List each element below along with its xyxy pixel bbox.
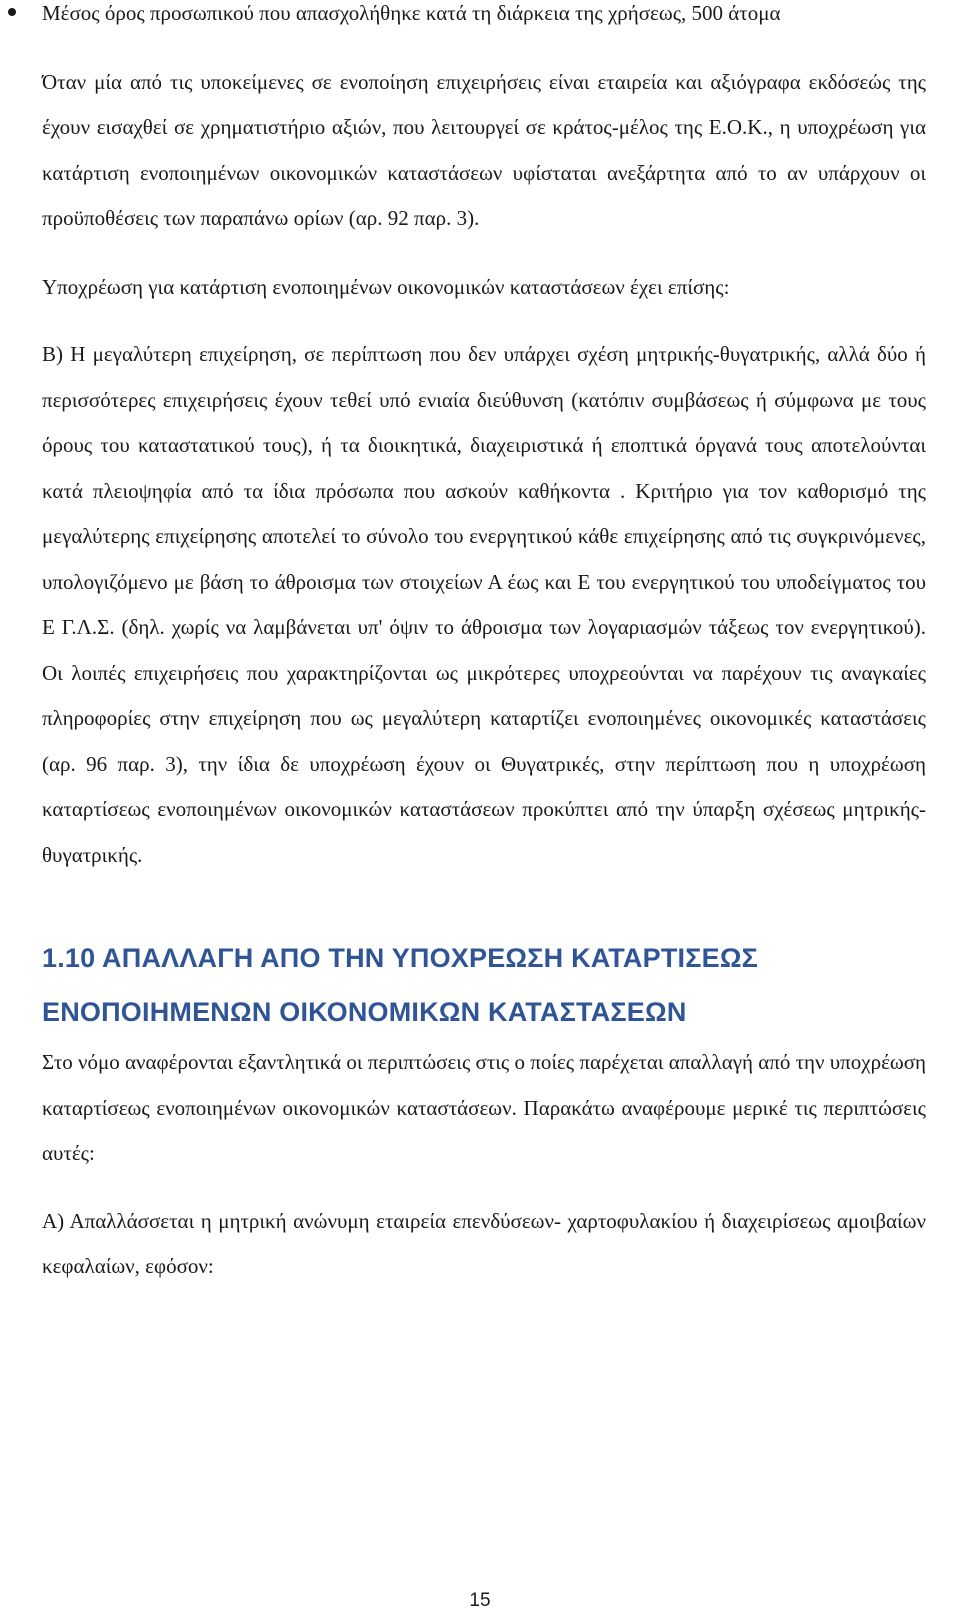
section-heading: 1.10 ΑΠΑΛΛΑΓΗ ΑΠΟ ΤΗΝ ΥΠΟΧΡΕΩΣΗ ΚΑΤΑΡΤΙΣΕΩΣ ΕΝΟΠΟΙΗΜΕΝΩΝ ΟΙΚΟΝΟΜΙΚΩΝ ΚΑΤΑΣΤΑΣΕΩΝ bbox=[42, 943, 759, 1027]
page-number: 15 bbox=[469, 1590, 491, 1611]
paragraph-case-a: Α) Απαλλάσσεται η μητρική ανώνυμη εταιρεία επενδύσεων- χαρτοφυλακίου ή διαχειρίσεως αμοιβαίων κεφαλαίων, εφόσον: bbox=[42, 1208, 926, 1278]
paragraph-case-b: Β) Η μεγαλύτερη επιχείρηση, σε περίπτωση που δεν υπάρχει σχέση μητρικής-θυγατρικής, αλλά δύο ή περισσότερες επιχειρήσεις έχουν τεθεί υπό ενιαία διεύθυνση (κατόπιν συμβάσεως ή σύμφωνα με τους όρους του καταστατικού τους), ή τα διοικητικά, διαχειριστικά ή εποπτικά όργανά τους αποτελούνται κατά πλειοψηφία από τα ίδια πρόσωπα που ασκούν καθήκοντα . Κριτήριο για τον καθορισμό της μεγαλύτερης επιχείρησης αποτελεί το σύνολο του ενεργητικού κάθε επιχείρησης από τις συγκρινόμενες, υπολογιζόμενο με βάση το άθροισμα των στοιχείων Α έως και Ε του ενεργητικού του υποδείγματος του Ε Γ.Λ.Σ. (δηλ. χωρίς να λαμβάνεται υπ' όψιν το άθροισμα των λογαριασμών τάξεως τον ενεργητικού). Οι λοιπές επιχειρήσεις που χαρακτηρίζονται ως μικρότερες υποχρεούνται να παρέχουν τις αναγκαίες πληροφορίες στην επιχείρηση που ως μεγαλύτερη καταρτίζει ενοποιημένες οικονομικές καταστάσεις (αρ. 96 παρ. 3), την ίδια δε υποχρέωση έχουν οι Θυγατρικές, στην περίπτωση που η υποχρέωση καταρτίσεως ενοποιημένων οικονομικών καταστάσεων προκύπτει από την ύπαρξη σχέσεως μητρικής-θυγατρικής. bbox=[42, 342, 926, 867]
paragraph-obligation-intro: Υποχρέωση για κατάρτιση ενοποιημένων οικονομικών καταστάσεων έχει επίσης: bbox=[42, 274, 730, 299]
bullet-text: Μέσος όρος προσωπικού που απασχολήθηκε κατά τη διάρκεια της χρήσεως, 500 άτομα bbox=[42, 1, 781, 25]
bullet-icon bbox=[8, 8, 16, 16]
paragraph-exemptions-intro: Στο νόμο αναφέρονται εξαντλητικά οι περιπτώσεις στις ο ποίες παρέχεται απαλλαγή από την υποχρέωση καταρτίσεως ενοποιημένων οικονομικών καταστάσεων. Παρακάτω αναφέρουμε μερικέ τις περιπτώσεις αυτές: bbox=[42, 1050, 927, 1165]
paragraph-listed-company: Όταν μία από τις υποκείμενες σε ενοποίηση επιχειρήσεις είναι εταιρεία και αξιόγραφα εκδόσεώς της έχουν εισαχθεί σε χρηματιστήριο αξιών, που λειτουργεί σε κράτος-μέλος της Ε.Ο.Κ., η υποχρέωση για κατάρτιση ενοποιημένων οικονομικών καταστάσεων υφίσταται ανεξάρτητα από το αν υπάρχουν οι προϋποθέσεις των παραπάνω ορίων (αρ. 92 παρ. 3). bbox=[42, 69, 926, 230]
document-page bbox=[42, 0, 926, 1290]
bullet-list-item bbox=[42, 0, 926, 37]
